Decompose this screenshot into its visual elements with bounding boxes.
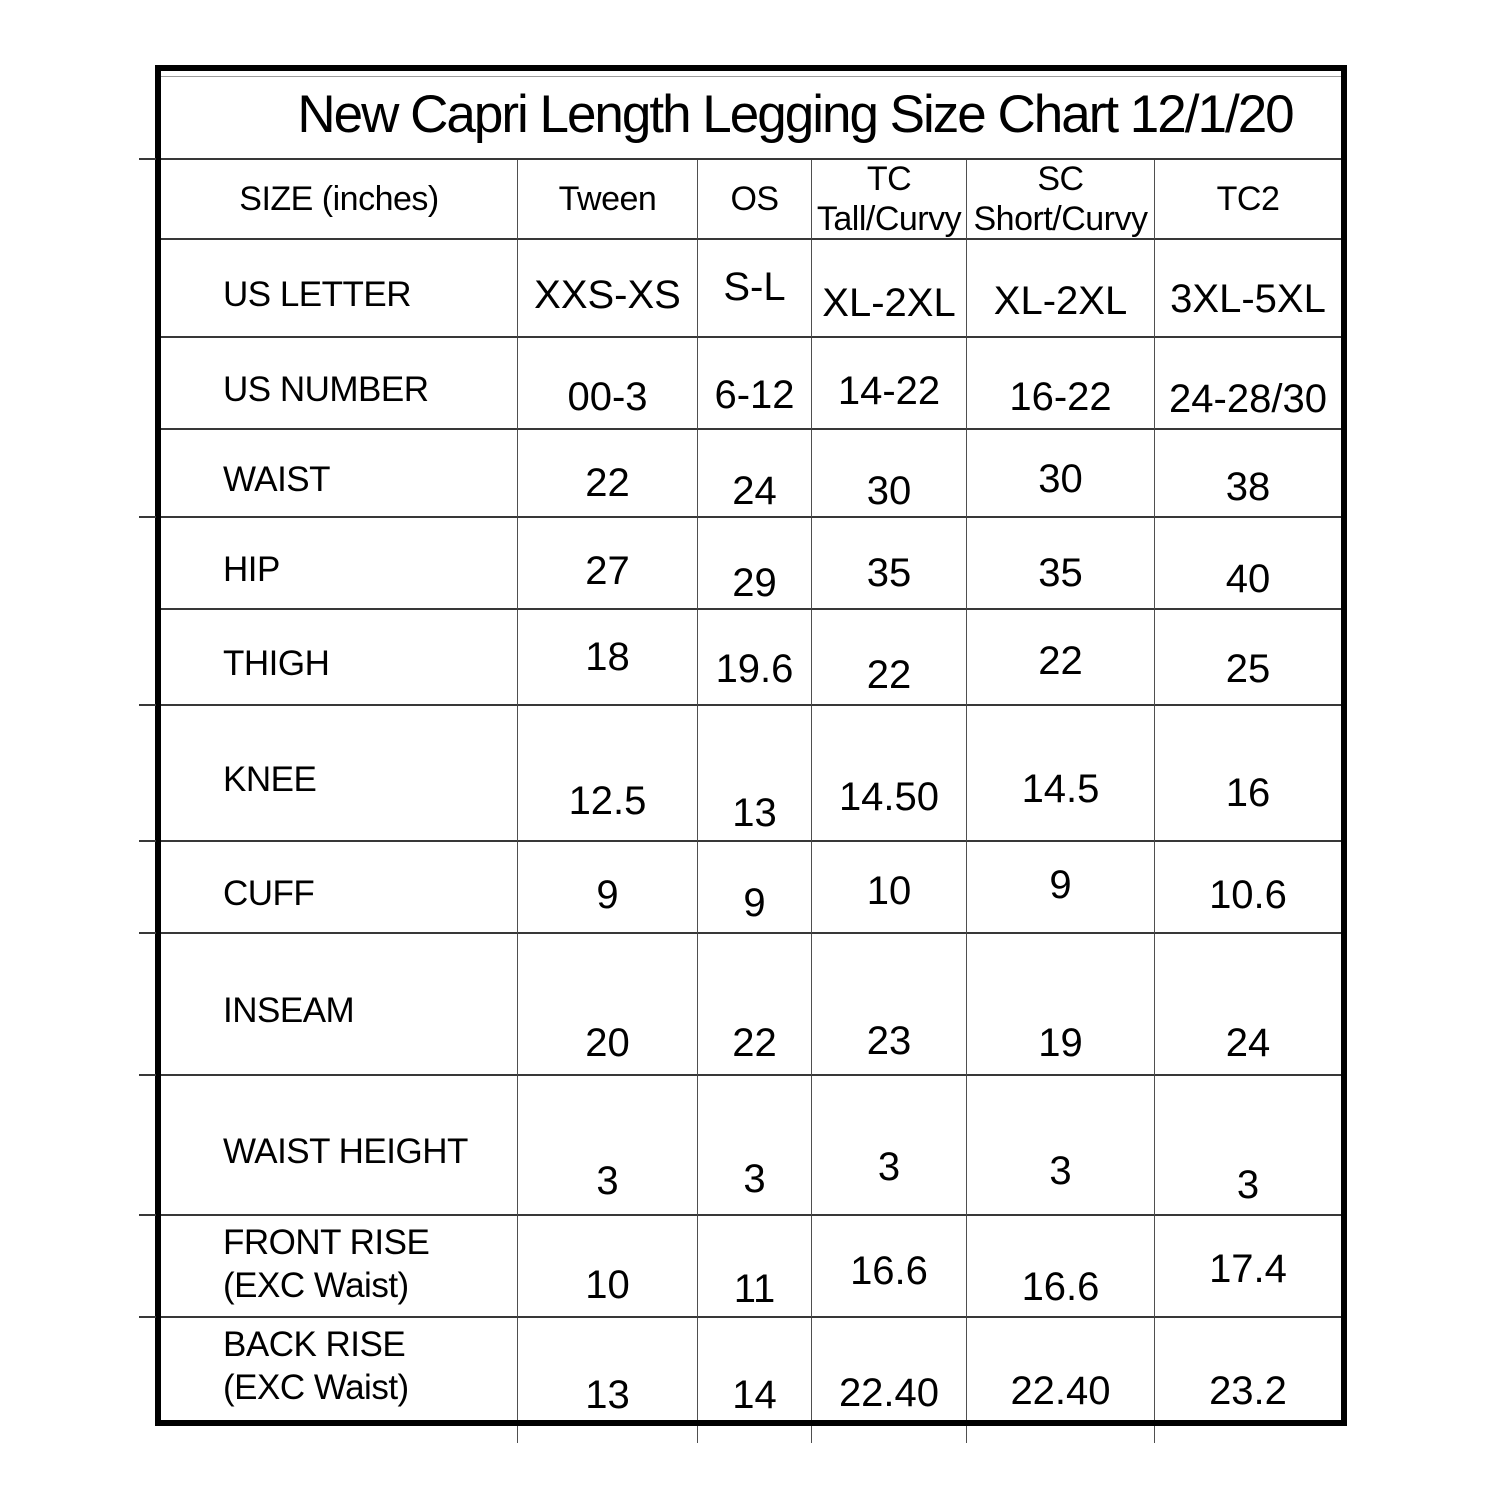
size-value-cell: 23 — [812, 934, 967, 1076]
size-value-cell: 30 — [967, 430, 1155, 518]
row-label-back-rise: BACK RISE (EXC Waist) — [161, 1318, 518, 1420]
size-value-cell: 16 — [1155, 706, 1341, 842]
size-value-cell: 14.50 — [812, 706, 967, 842]
size-value-cell: 9 — [698, 842, 812, 934]
gridline-stub — [139, 932, 156, 934]
row-label-thigh: THIGH — [161, 610, 518, 706]
gridline-stub — [139, 840, 156, 842]
size-value-cell: XL-2XL — [967, 240, 1155, 338]
row-label-knee: KNEE — [161, 706, 518, 842]
column-header-tc2: TC2 — [1155, 160, 1341, 240]
size-value-cell: 3 — [1155, 1076, 1341, 1216]
size-value-cell: 13 — [698, 706, 812, 842]
column-header-tc-code: TC — [866, 159, 912, 198]
row-label-cuff: CUFF — [161, 842, 518, 934]
row-label-us-letter: US LETTER — [161, 240, 518, 338]
size-value-cell: 14 — [698, 1318, 812, 1420]
size-value-cell: 24 — [698, 430, 812, 518]
gridline-stub — [1154, 1426, 1155, 1443]
column-header-sc-sub: Short/Curvy — [973, 200, 1148, 238]
size-value-cell: 3 — [812, 1076, 967, 1216]
column-header-size: SIZE (inches) — [161, 160, 518, 240]
size-value-cell: 22 — [967, 610, 1155, 706]
size-value-cell: 3XL-5XL — [1155, 240, 1341, 338]
size-value-cell: 12.5 — [518, 706, 698, 842]
size-value-cell: 35 — [967, 518, 1155, 610]
size-value-cell: 00-3 — [518, 338, 698, 430]
size-value-cell: 22 — [812, 610, 967, 706]
column-header-tween: Tween — [518, 160, 698, 240]
size-value-cell: 3 — [967, 1076, 1155, 1216]
size-value-cell: 22 — [698, 934, 812, 1076]
size-value-cell: 6-12 — [698, 338, 812, 430]
size-value-cell: 20 — [518, 934, 698, 1076]
size-chart-table — [155, 65, 1347, 1426]
size-value-cell: 13 — [518, 1318, 698, 1420]
size-value-cell: 3 — [698, 1076, 812, 1216]
size-value-cell: 17.4 — [1155, 1216, 1341, 1318]
size-value-cell: 14-22 — [812, 338, 967, 430]
column-header-os: OS — [698, 160, 812, 240]
gridline-stub — [966, 1426, 967, 1443]
size-value-cell: 38 — [1155, 430, 1341, 518]
size-value-cell: 24-28/30 — [1155, 338, 1341, 430]
size-value-cell: 16-22 — [967, 338, 1155, 430]
gridline-stub — [139, 158, 156, 160]
column-header-tc — [812, 160, 967, 240]
gridline-stub — [517, 1426, 518, 1443]
size-value-cell: 3 — [518, 1076, 698, 1216]
size-value-cell: 9 — [518, 842, 698, 934]
size-value-cell: S-L — [698, 240, 812, 338]
size-value-cell: 22 — [518, 430, 698, 518]
row-label-waist: WAIST — [161, 430, 518, 518]
chart-title: New Capri Length Legging Size Chart 12/1/20 — [161, 71, 1341, 160]
row-label-inseam: INSEAM — [161, 934, 518, 1076]
size-value-cell: 18 — [518, 610, 698, 706]
column-header-sc-code: SC — [1037, 159, 1084, 198]
gridline-stub — [139, 1214, 156, 1216]
size-value-cell: 35 — [812, 518, 967, 610]
size-value-cell: 19 — [967, 934, 1155, 1076]
size-value-cell: 10.6 — [1155, 842, 1341, 934]
size-value-cell: 23.2 — [1209, 1369, 1287, 1413]
column-header-sc — [967, 160, 1155, 240]
row-label-waist-height: WAIST HEIGHT — [161, 1076, 518, 1216]
gridline-stub — [139, 704, 156, 706]
size-value-cell: 29 — [698, 518, 812, 610]
size-value-cell: 40 — [1155, 518, 1341, 610]
size-value-cell: XXS-XS — [518, 240, 698, 338]
column-header-tc-sub: Tall/Curvy — [816, 200, 962, 238]
size-value-cell: 16.6 — [812, 1216, 967, 1318]
gridline-stub — [139, 516, 156, 518]
size-value-cell: 11 — [698, 1216, 812, 1318]
row-label-front-rise: FRONT RISE (EXC Waist) — [161, 1216, 518, 1318]
size-value-cell: 22.40 — [812, 1318, 967, 1420]
gridline-stub — [697, 1426, 698, 1443]
gridline-stub — [139, 1316, 156, 1318]
size-value-cell: 16.6 — [967, 1216, 1155, 1318]
row-label-us-number: US NUMBER — [161, 338, 518, 430]
row-label-hip: HIP — [161, 518, 518, 610]
gridline-stub — [811, 1426, 812, 1443]
gridline-stub — [139, 1074, 156, 1076]
size-value-cell: 14.5 — [967, 706, 1155, 842]
size-value-cell: 27 — [518, 518, 698, 610]
size-value-cell: 10 — [518, 1216, 698, 1318]
size-value-cell: 25 — [1155, 610, 1341, 706]
top-border-hairline — [161, 76, 1341, 77]
size-value-cell: 22.40 — [967, 1318, 1155, 1420]
size-value-cell: 9 — [967, 842, 1155, 934]
size-value-cell: 10 — [812, 842, 967, 934]
size-value-cell: XL-2XL — [812, 240, 967, 338]
size-value-cell: 24 — [1155, 934, 1341, 1076]
size-value-cell: 19.6 — [698, 610, 812, 706]
size-value-cell: 30 — [812, 430, 967, 518]
